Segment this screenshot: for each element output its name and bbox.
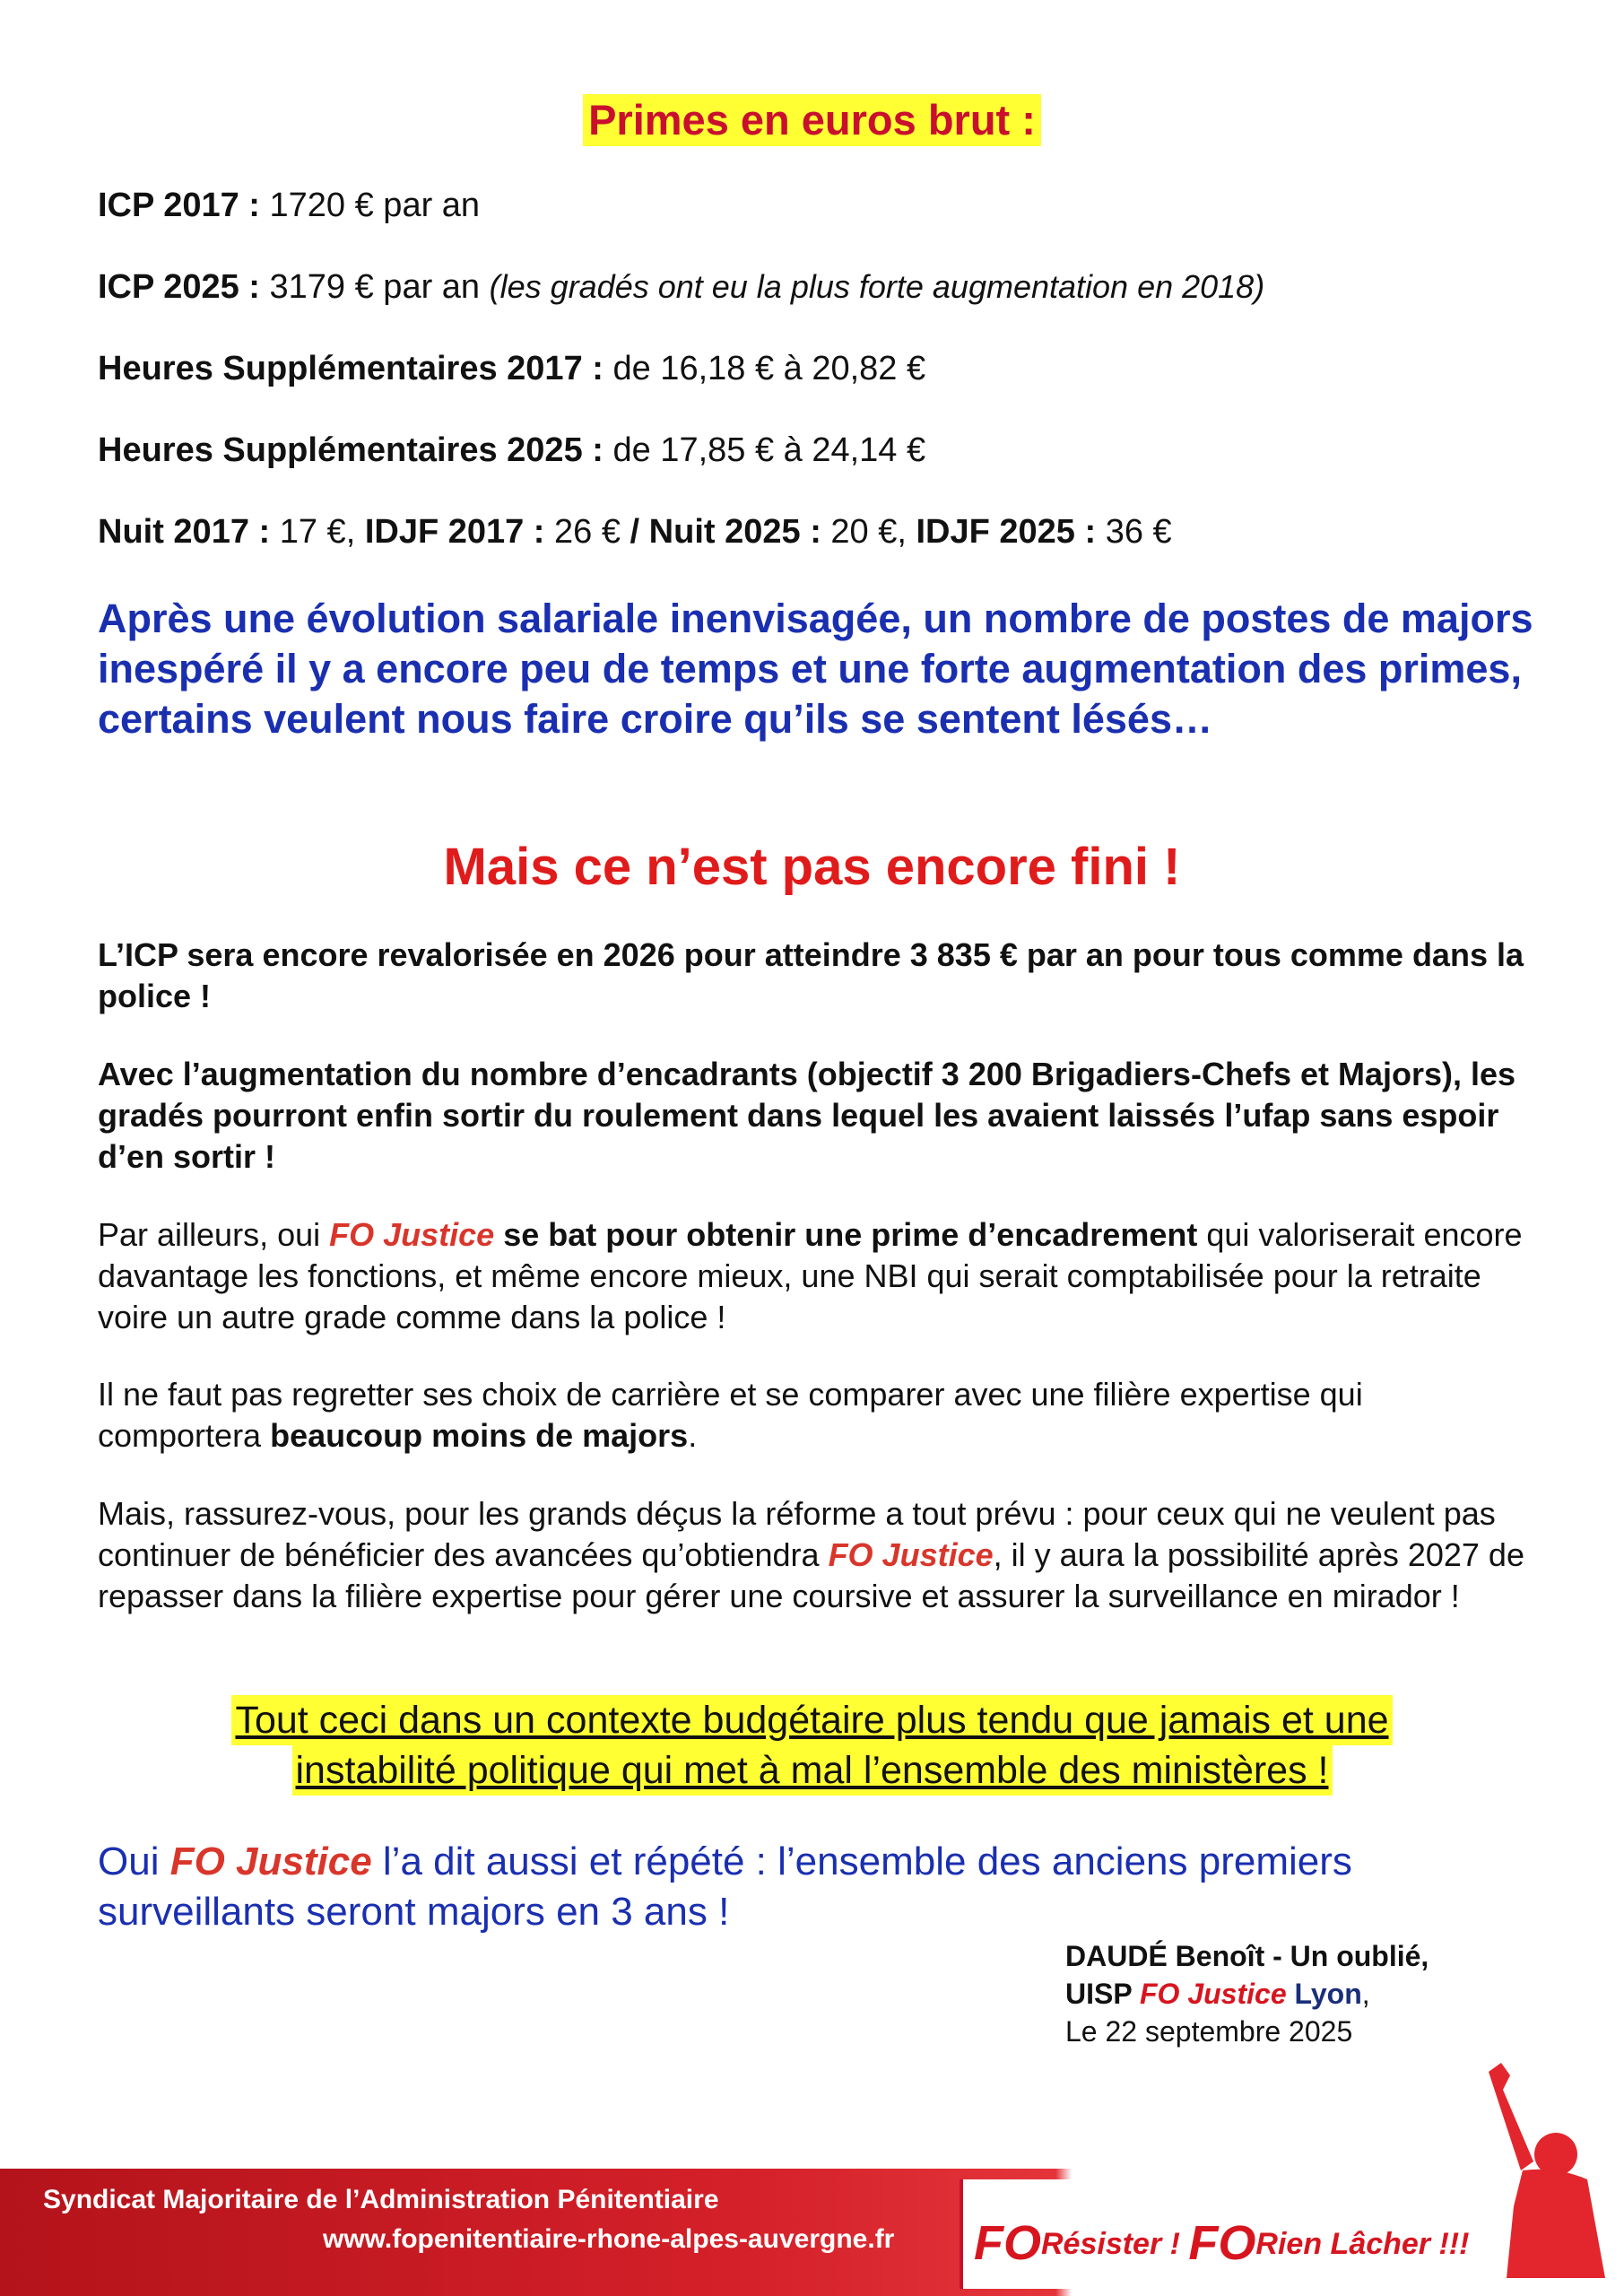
icp-2025-label: ICP 2025 :: [98, 268, 260, 306]
hs-2017-label: Heures Supplémentaires 2017 :: [98, 350, 604, 387]
icp-2025-note: (les gradés ont eu la plus forte augmentation en 2018): [489, 268, 1265, 305]
nuit-2025-label: Nuit 2025 :: [648, 513, 821, 551]
conclusion-paragraph: [98, 1837, 1550, 1937]
p4-text-a: Il ne faut pas regretter ses choix de carrière et se comparer avec une filière expertise qui comportera: [98, 1376, 1363, 1454]
icp-2025-line: [98, 267, 1264, 309]
hs-2017-line: [98, 349, 925, 390]
signature-city: Lyon: [1286, 1978, 1362, 2010]
signature-org-prefix: UISP: [1065, 1978, 1140, 2010]
paragraph-encadrants: Avec l’augmentation du nombre d’encadrants (objectif 3 200 Brigadiers-Chefs et Majors), les gradés pourront enfin sortir du roulement dans lequel les avaient laissés l’ufap sans espoir d’en sortir !: [98, 1056, 1516, 1175]
paragraph-prime-encadrement: [98, 1214, 1533, 1338]
highlight-line-1: Tout ceci dans un contexte budgétaire plus tendu que jamais et une: [231, 1695, 1392, 1745]
nuit-2017-value: 17 €,: [270, 513, 365, 551]
intro-paragraph: Après une évolution salariale inenvisagée, un nombre de postes de majors inespéré il y a encore peu de temps et une forte augmentation des primes, certains veulent nous faire croire qu’ils se sentent lésés…: [98, 596, 1533, 742]
hs-2025-line: [98, 430, 925, 472]
p3-text-a: Par ailleurs, oui: [98, 1216, 330, 1253]
paragraph-icp-2026: L’ICP sera encore revalorisée en 2026 pour atteindre 3 835 € par an pour tous comme dans la police !: [98, 936, 1524, 1014]
conclusion-text-b: l’a dit aussi et répété : l’ensemble des anciens premiers surveillants seront majors en 3 ans !: [98, 1839, 1352, 1934]
p5-text-b: , il y aura la possibilité après 2027 de repasser dans la filière expertise pour gérer une coursive et assurer la surveillance en mirador !: [98, 1536, 1524, 1614]
p5-text-a: Mais, rassurez-vous, pour les grands déçus la réforme a tout prévu : pour ceux qui ne veulent pas continuer de bénéficier des avancées qu’obtiendra: [98, 1495, 1496, 1573]
separator: /: [630, 513, 649, 551]
icp-2017-label: ICP 2017 :: [98, 187, 260, 224]
fo-justice-text: FO Justice: [1140, 1978, 1287, 2010]
slogan-rien-lacher: Rien Lâcher !!!: [1255, 2227, 1470, 2261]
slogan-box: [960, 2179, 1501, 2289]
signature-date: Le 22 septembre 2025: [1065, 2015, 1353, 2048]
icp-2025-value: 3179 € par an: [259, 268, 490, 306]
icp-2017-line: [98, 186, 480, 227]
signature-name: DAUDÉ Benoît - Un oublié,: [1065, 1940, 1429, 1972]
highlight-line-2: instabilité politique qui met à mal l’ensemble des ministères !: [292, 1745, 1333, 1796]
signature-org: [1065, 1975, 1429, 2013]
idjf-2017-label: IDJF 2017 :: [364, 513, 545, 551]
slogan: [974, 2215, 1469, 2271]
highlight-block: [0, 1695, 1624, 1796]
title-wrap: [0, 94, 1624, 146]
p4-text-bold: beaucoup moins de majors: [270, 1417, 689, 1454]
idjf-2025-label: IDJF 2025 :: [916, 513, 1097, 551]
p4-text-c: .: [688, 1417, 698, 1454]
hs-2025-label: Heures Supplémentaires 2025 :: [98, 431, 604, 469]
headline: Mais ce n’est pas encore fini !: [443, 838, 1181, 896]
page-title: Primes en euros brut :: [583, 94, 1041, 146]
fo-justice-text: FO Justice: [828, 1536, 994, 1573]
slogan-resister: Résister !: [1041, 2227, 1180, 2261]
nuit-idjf-line: [98, 512, 1172, 553]
fo-logo: FO: [1188, 2216, 1256, 2270]
signature-comma: ,: [1361, 1978, 1370, 2010]
idjf-2017-value: 26 €: [544, 513, 630, 551]
paragraph-carriere: [98, 1374, 1533, 1457]
conclusion-text-a: Oui: [98, 1839, 170, 1883]
p3-text-bold: se bat pour obtenir une prime d’encadrement: [494, 1216, 1198, 1253]
paragraph-reforme: [98, 1493, 1533, 1617]
signature-block: [1065, 1937, 1429, 2050]
nuit-2025-value: 20 €,: [821, 513, 916, 551]
raised-fist-figure-icon: [1471, 2054, 1614, 2278]
footer-union-name: Syndicat Majoritaire de l’Administration Pénitentiaire: [43, 2185, 719, 2214]
nuit-2017-label: Nuit 2017 :: [98, 513, 271, 551]
footer-website: www.fopenitentiaire-rhone-alpes-auvergne.fr: [323, 2224, 895, 2254]
fo-justice-text: FO Justice: [169, 1839, 372, 1883]
fo-justice-text: FO Justice: [329, 1216, 495, 1253]
icp-2017-value: 1720 € par an: [259, 187, 481, 224]
hs-2025-value: de 17,85 € à 24,14 €: [603, 431, 926, 469]
fo-logo: FO: [974, 2216, 1041, 2270]
p3-text-c: qui valoriserait encore davantage les fonctions, et même encore mieux, une NBI qui serait comptabilisée pour la retraite voire un autre grade comme dans la police !: [98, 1216, 1523, 1335]
idjf-2025-value: 36 €: [1096, 513, 1172, 551]
hs-2017-value: de 16,18 € à 20,82 €: [603, 350, 926, 387]
